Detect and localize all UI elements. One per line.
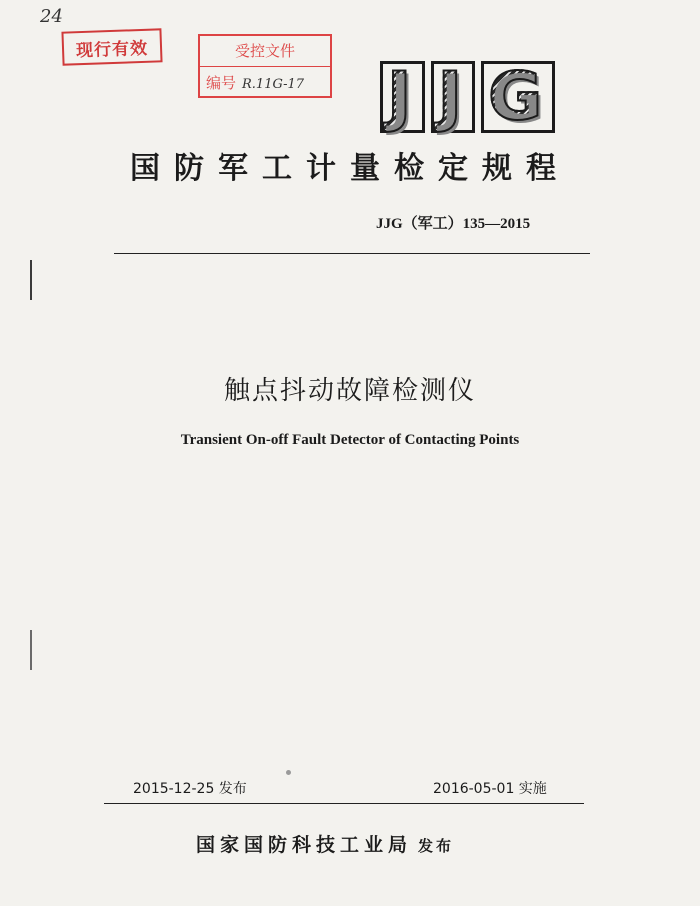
controlled-document-stamp [198,34,332,98]
top-divider [114,253,590,254]
regulation-type: 国防军工计量检定规程 [130,151,570,186]
control-number-row [206,72,304,93]
regulation-code: JJG（军工）135—2015 [376,216,531,232]
implementation-date: 2016-05-01 实施 [433,781,547,797]
jjg-logo [380,58,561,135]
issuer [196,830,454,857]
logo-letter: G [481,61,555,133]
control-number: R.11G-17 [242,77,305,92]
control-number-label: 编号 [206,74,237,92]
issue-date: 2015-12-25 发布 [133,781,247,797]
control-stamp-label: 受控文件 [234,42,295,60]
title-chinese: 触点抖动故障检测仪 [223,376,476,406]
title-english: Transient On-off Fault Detector of Contacting Points [180,432,520,448]
logo-letter: J [431,61,476,133]
logo-letter: J [380,61,425,133]
validity-stamp: 现行有效 [61,28,162,65]
binding-mark [30,630,32,670]
stamp-divider [200,66,330,67]
paper-speck [286,770,291,775]
handwritten-mark: 24 [40,6,63,27]
issuer-suffix: 发布 [418,837,455,855]
bottom-divider [104,803,584,804]
issuer-name: 国家国防科技工业局 [196,834,413,856]
binding-mark [30,260,32,300]
